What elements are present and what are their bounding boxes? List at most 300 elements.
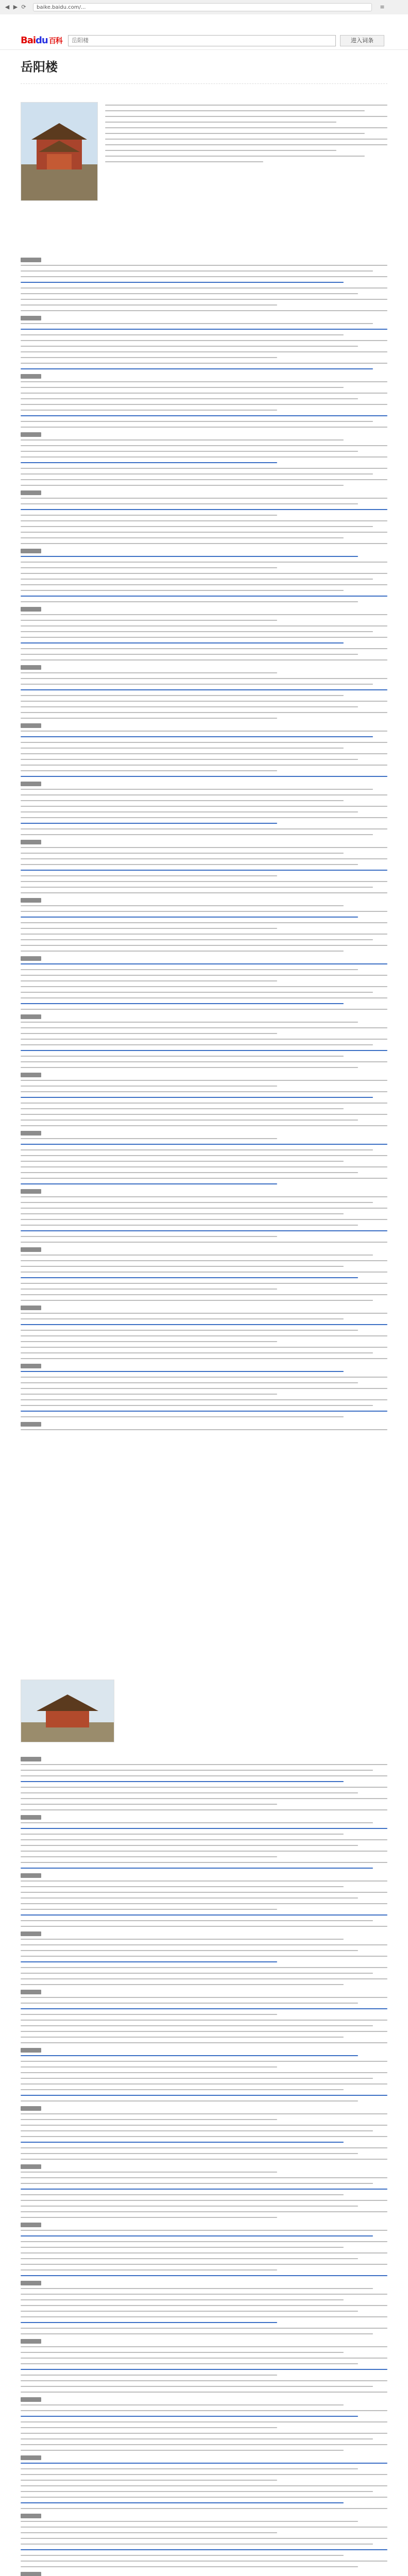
text-line <box>21 2269 277 2270</box>
text-line <box>105 116 387 117</box>
text-line <box>21 2468 358 2469</box>
text-line <box>21 2235 373 2236</box>
content-block <box>21 1754 387 2576</box>
text-line <box>21 1897 358 1899</box>
text-line <box>21 689 387 690</box>
text-line <box>21 718 277 719</box>
browser-bar <box>0 0 408 15</box>
year-heading-placeholder <box>21 1873 41 1878</box>
address-bar[interactable]: baike.baidu.com/... <box>33 3 372 11</box>
text-line <box>21 1172 358 1173</box>
text-line <box>21 468 387 469</box>
text-line <box>21 980 277 981</box>
text-line <box>21 2444 387 2445</box>
year-heading-placeholder <box>21 2572 41 2576</box>
text-line <box>21 806 387 807</box>
text-line <box>21 1318 344 1319</box>
text-line <box>21 1272 387 1273</box>
text-line <box>21 1892 387 1893</box>
text-line <box>21 1178 387 1179</box>
text-line <box>21 1044 373 1045</box>
text-line <box>105 110 365 111</box>
text-line <box>21 1120 358 1121</box>
text-line <box>21 2089 344 2090</box>
year-heading-placeholder <box>21 1131 41 1136</box>
text-line <box>21 2561 387 2562</box>
year-heading-placeholder <box>21 432 41 437</box>
text-line <box>21 439 344 440</box>
text-line <box>21 299 387 300</box>
text-line <box>21 456 387 457</box>
text-line <box>21 2020 387 2021</box>
text-line <box>21 620 277 621</box>
year-heading-placeholder <box>21 2223 41 2227</box>
text-line <box>21 445 387 446</box>
text-line <box>21 2264 387 2265</box>
year-heading-placeholder <box>21 2339 41 2344</box>
year-heading-placeholder <box>21 2048 41 2053</box>
text-line <box>21 2211 387 2212</box>
text-line <box>21 1138 277 1139</box>
text-line <box>21 2352 344 2353</box>
text-line <box>21 811 358 812</box>
text-line <box>21 2061 387 2062</box>
year-heading-placeholder <box>21 1189 41 1194</box>
text-line <box>21 1862 387 1863</box>
text-line <box>21 567 277 568</box>
page-title: 岳阳楼 <box>21 60 58 74</box>
text-line <box>21 2147 387 2148</box>
text-line <box>21 2363 358 2364</box>
text-line <box>21 287 387 289</box>
text-line <box>21 2392 387 2393</box>
text-line <box>21 2125 387 2126</box>
text-line <box>21 2008 387 2009</box>
text-line <box>21 2119 277 2120</box>
year-heading-placeholder <box>21 2106 41 2111</box>
text-line <box>21 1236 277 1237</box>
text-line <box>21 2142 344 2143</box>
year-heading-placeholder <box>21 723 41 728</box>
article-image[interactable] <box>21 1680 114 1742</box>
year-heading-placeholder <box>21 490 41 495</box>
text-line <box>21 393 387 394</box>
text-line <box>21 404 387 405</box>
text-line <box>21 1324 387 1325</box>
text-line <box>21 1997 387 1998</box>
text-line <box>21 870 387 871</box>
text-line <box>21 1202 373 1203</box>
text-line <box>21 834 373 835</box>
text-line <box>21 2252 387 2253</box>
back-icon[interactable]: ◀ <box>5 4 10 10</box>
text-line <box>21 1371 344 1372</box>
text-line <box>21 2532 277 2533</box>
summary-section <box>21 89 387 217</box>
year-heading-placeholder <box>21 1306 41 1310</box>
text-line <box>21 398 358 399</box>
text-line <box>21 532 387 533</box>
text-line <box>21 1266 344 1267</box>
text-line <box>21 1050 387 1051</box>
text-line <box>21 1804 277 1805</box>
text-line <box>21 2316 387 2317</box>
text-line <box>21 1277 358 1278</box>
text-line <box>21 1394 277 1395</box>
text-line <box>21 1416 344 1417</box>
text-line <box>21 892 387 893</box>
text-line <box>21 1213 344 1214</box>
text-line <box>21 1067 358 1068</box>
text-line <box>21 1856 277 1857</box>
year-heading-placeholder <box>21 1422 41 1427</box>
text-line <box>21 1886 344 1887</box>
text-line <box>21 2480 277 2481</box>
text-line <box>105 122 336 123</box>
text-line <box>21 770 277 771</box>
text-line <box>21 340 387 341</box>
text-line <box>21 1903 387 1904</box>
text-line <box>21 911 387 912</box>
text-line <box>21 346 358 347</box>
text-line <box>21 2491 373 2492</box>
text-line <box>21 1341 277 1342</box>
text-line <box>21 2305 387 2306</box>
text-line <box>21 1809 387 1810</box>
text-line <box>21 357 277 358</box>
text-line <box>21 742 387 743</box>
text-line <box>21 1022 358 1023</box>
text-line <box>21 1330 358 1331</box>
text-line <box>21 1283 387 1284</box>
year-heading-placeholder <box>21 1990 41 1994</box>
text-line <box>21 701 387 702</box>
text-line <box>21 1294 387 1295</box>
year-heading-placeholder <box>21 2281 41 2285</box>
text-line <box>21 2055 358 2056</box>
text-line <box>21 1155 387 1156</box>
year-heading-placeholder <box>21 549 41 553</box>
text-line <box>21 351 387 352</box>
text-line <box>21 2502 344 2503</box>
text-line <box>21 1775 387 1776</box>
text-line <box>21 2358 387 2359</box>
text-line <box>21 1003 344 1004</box>
text-line <box>21 1944 387 1945</box>
text-line <box>21 939 373 940</box>
text-line <box>21 1289 277 1290</box>
text-line <box>21 2136 387 2137</box>
text-line <box>21 2433 387 2434</box>
text-line <box>21 1061 387 1062</box>
text-line <box>21 1978 387 1979</box>
text-line <box>21 601 358 602</box>
year-heading-placeholder <box>21 1073 41 1077</box>
text-line <box>21 1377 387 1378</box>
text-line <box>21 695 344 696</box>
text-line <box>21 2427 277 2428</box>
text-line <box>21 503 358 504</box>
text-line <box>21 997 387 998</box>
text-line <box>21 2410 387 2411</box>
text-line <box>21 293 358 294</box>
text-line <box>21 584 387 585</box>
text-line <box>21 1039 387 1040</box>
summary-text <box>105 102 387 167</box>
text-line <box>21 1382 358 1383</box>
text-line <box>21 590 344 591</box>
text-line <box>21 1108 344 1109</box>
text-line <box>21 1260 387 1261</box>
text-line <box>21 794 387 795</box>
text-line <box>21 986 387 987</box>
text-line <box>21 1242 387 1243</box>
text-line <box>21 310 387 311</box>
text-line <box>21 969 358 970</box>
text-line <box>21 1950 358 1951</box>
text-line <box>21 2206 358 2207</box>
text-line <box>21 304 277 306</box>
text-line <box>21 2066 277 2067</box>
year-heading-placeholder <box>21 2455 41 2460</box>
text-line <box>21 1225 358 1226</box>
forward-icon[interactable]: ▶ <box>13 4 18 10</box>
reload-icon[interactable]: ⟳ <box>21 4 26 10</box>
text-line <box>21 498 387 499</box>
text-line <box>21 1822 373 1823</box>
text-line <box>21 1358 387 1359</box>
menu-icon[interactable]: ≡ <box>380 4 385 10</box>
text-line <box>21 1033 277 1034</box>
text-line <box>105 156 365 157</box>
text-line <box>21 2258 358 2259</box>
text-line <box>21 858 387 859</box>
text-line <box>21 642 344 643</box>
text-line <box>21 462 277 463</box>
text-line <box>21 334 344 335</box>
text-line <box>21 2438 373 2439</box>
text-line <box>21 975 387 976</box>
text-line <box>21 427 387 428</box>
year-heading-placeholder <box>21 2514 41 2518</box>
text-line <box>21 1787 387 1788</box>
text-line <box>21 2380 387 2381</box>
text-line <box>21 2311 358 2312</box>
text-line <box>21 2230 387 2231</box>
text-line <box>21 1103 387 1104</box>
text-line <box>21 2014 277 2015</box>
text-line <box>21 800 344 801</box>
text-line <box>21 421 373 422</box>
text-line <box>21 1909 277 1910</box>
text-line <box>21 2538 387 2539</box>
text-line <box>105 105 387 106</box>
text-line <box>21 2003 358 2004</box>
year-heading-placeholder <box>21 665 41 670</box>
text-line <box>21 2566 358 2567</box>
site-header <box>0 14 408 50</box>
text-line <box>21 562 387 563</box>
text-line <box>21 1313 387 1314</box>
text-line <box>21 473 373 474</box>
text-line <box>21 1144 387 1145</box>
text-line <box>21 543 387 544</box>
text-line <box>21 1027 387 1028</box>
text-line <box>105 161 263 162</box>
text-line <box>21 265 387 266</box>
text-line <box>21 1161 344 1162</box>
text-line <box>21 753 387 754</box>
text-line <box>21 1880 387 1882</box>
text-line <box>21 2404 344 2405</box>
text-line <box>21 1056 344 1057</box>
text-line <box>21 905 344 906</box>
text-line <box>21 654 358 655</box>
text-line <box>21 2369 387 2370</box>
text-line <box>21 625 387 626</box>
year-heading-placeholder <box>21 1014 41 1019</box>
text-line <box>21 789 373 790</box>
text-line <box>21 1125 387 1126</box>
text-line <box>21 1086 277 1087</box>
text-line <box>21 1388 387 1389</box>
text-line <box>21 1091 387 1092</box>
text-line <box>21 2463 387 2464</box>
text-line <box>21 1196 387 1197</box>
text-line <box>21 1255 373 1256</box>
text-line <box>21 1920 373 1921</box>
text-line <box>21 1939 344 1940</box>
text-line <box>21 706 358 707</box>
text-line <box>21 2042 387 2043</box>
text-line <box>21 2555 344 2556</box>
text-line <box>21 451 358 452</box>
text-line <box>21 1926 387 1927</box>
text-line <box>21 2241 387 2242</box>
text-line <box>21 276 387 277</box>
text-line <box>21 748 344 749</box>
baidu-logo[interactable]: Baidu 百科 <box>21 35 62 46</box>
text-line <box>21 1764 387 1765</box>
text-line <box>21 1347 387 1348</box>
text-line <box>21 2521 358 2522</box>
text-line <box>21 1429 387 1430</box>
text-line <box>21 2474 387 2475</box>
text-line <box>21 2346 387 2347</box>
year-heading-placeholder <box>21 1931 41 1936</box>
text-line <box>21 270 373 272</box>
text-line <box>21 1009 387 1010</box>
text-line <box>21 736 373 737</box>
text-line <box>21 2421 387 2422</box>
text-line <box>21 2549 387 2550</box>
text-line <box>21 485 344 486</box>
text-line <box>21 1080 387 1081</box>
text-line <box>21 2031 387 2032</box>
summary-image[interactable] <box>21 102 98 201</box>
text-line <box>21 887 373 888</box>
year-heading-placeholder <box>21 956 41 961</box>
text-line <box>21 881 387 882</box>
year-heading-placeholder <box>21 316 41 320</box>
text-line <box>21 678 387 679</box>
text-line <box>21 1208 387 1209</box>
text-line <box>21 637 387 638</box>
text-line <box>21 776 387 777</box>
search-button[interactable]: 进入词条 <box>340 35 384 46</box>
text-line <box>21 875 277 876</box>
text-line <box>21 2113 387 2114</box>
text-line <box>21 2508 387 2509</box>
text-line <box>21 323 373 324</box>
text-line <box>21 2294 387 2295</box>
text-line <box>105 139 387 140</box>
text-line <box>21 823 277 824</box>
text-line <box>21 1352 373 1353</box>
year-heading-placeholder <box>21 2397 41 2402</box>
text-line <box>21 1405 373 1406</box>
text-line <box>21 992 373 993</box>
year-heading-placeholder <box>21 2164 41 2169</box>
text-line <box>21 684 373 685</box>
year-heading-placeholder <box>21 782 41 786</box>
text-line <box>21 1149 373 1150</box>
text-line <box>21 934 387 935</box>
text-line <box>21 1973 373 1974</box>
text-line <box>21 2416 358 2417</box>
text-line <box>21 1792 358 1793</box>
text-line <box>21 759 358 760</box>
text-line <box>21 917 358 918</box>
text-line <box>21 1097 373 1098</box>
year-heading-placeholder <box>21 1815 41 1820</box>
text-line <box>21 2183 373 2184</box>
text-line <box>21 864 358 865</box>
text-line <box>21 1770 373 1771</box>
text-line <box>21 1956 387 1957</box>
text-line <box>21 1300 373 1301</box>
text-line <box>21 1781 344 1782</box>
text-line <box>21 2247 344 2248</box>
text-line <box>21 2450 344 2451</box>
text-line <box>21 2333 373 2334</box>
text-line <box>21 2544 373 2545</box>
text-line <box>105 150 336 151</box>
text-line <box>21 2322 277 2323</box>
text-line <box>21 2275 387 2276</box>
text-line <box>21 1851 387 1852</box>
text-line <box>21 672 277 673</box>
year-heading-placeholder <box>21 1247 41 1252</box>
text-line <box>21 659 387 660</box>
text-line <box>21 1166 387 1167</box>
year-heading-placeholder <box>21 1757 41 1761</box>
year-heading-placeholder <box>21 898 41 903</box>
text-line <box>21 614 387 615</box>
text-line <box>21 415 387 416</box>
text-line <box>21 828 387 829</box>
search-input[interactable]: 岳阳楼 <box>68 35 336 46</box>
text-line <box>21 1967 387 1968</box>
text-line <box>21 381 387 382</box>
text-line <box>21 945 387 946</box>
text-line <box>21 1183 277 1184</box>
text-line <box>21 2189 387 2190</box>
text-line <box>21 368 373 369</box>
year-heading-placeholder <box>21 607 41 612</box>
text-line <box>105 127 387 128</box>
text-line <box>21 2386 373 2387</box>
